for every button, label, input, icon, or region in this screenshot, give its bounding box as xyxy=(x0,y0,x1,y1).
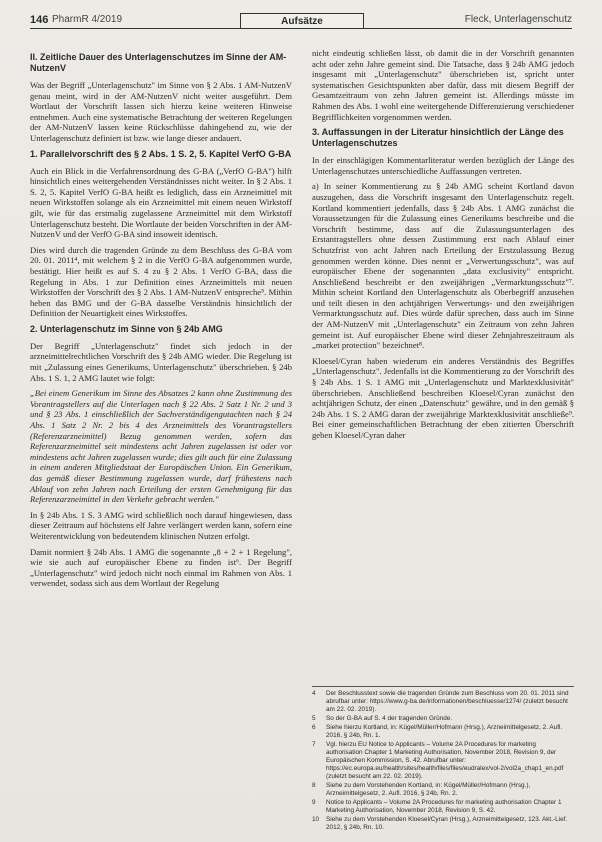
footnote-number: 7 xyxy=(312,741,316,748)
footnote-number: 6 xyxy=(312,724,316,731)
paragraph: a) In seiner Kommentierung zu § 24b AMG scheint Kortland davon auszugehen, dass die Vorschrift insgesamt den Unterlagenschutz regelt. Kortland kommentiert jedenfalls, dass § 24b Abs. 1 AMG zunächst die Voraussetzungen für die Zulassung eines Generikums beschreibe und die Vorschrift bestimme, dass auf die Zulassungsunterlagen des Erstantragstellers ohne dessen Zustimmung erst nach Ablauf einer Schutzfrist von acht Jahren nach Erteilung der Erstzulassung Bezug genommen werden könne. Dies nennt er „Verwertungsschutz", was auf europäischer Ebene der sogenannten „data exclusivity" entspricht. Anschließend beschreibt er den zweijährigen „Vermarktungsschutz"⁷. Mithin scheint Kortland den Unterlagenschutz als Oberbegriff anzusehen und teilt diesen in den achtjährigen Verwertungs- und den zweijährigen Vermarktungsschutz auf. Dies würde dafür sprechen, dass auch im Sinne der AM-NutzenV mit „Unterlagenschutz" ein Zeitraum von zehn Jahren gemeint ist. Auf europäischer Ebene wird dieser Zehnjahreszeitraum als „market protection" bezeichnet⁸. xyxy=(312,181,574,351)
footnote xyxy=(312,715,574,723)
paragraph: nicht eindeutig schließen lässt, ob damit die in der Vorschrift genannten acht oder zehn Jahre gemeint sind. Die Tatsache, dass § 24b AMG jedoch insgesamt mit „Unterlagenschutz" überschrieben ist, spricht unter systematischen Gesichtspunkten aber dafür, dass mit diesem Begriff der Gesamtzeitraum von zehn Jahren gemeint ist. Allerdings müsste im Rahmen des Abs. 1 wohl eine weitergehende Differenzierung verschiedener Begrifflichkeiten vorgenommen werden. xyxy=(312,48,574,122)
footnote-text: Notice to Applicants – Volume 2A Procedures for marketing authorisation Chapter 1 Marketing Authorisation, November 2018, Revision 9, S. 42. xyxy=(326,799,562,814)
footnote-text: Siehe zu dem Vorstehenden Kloesel/Cyran (Hrsg.), Arzneimittelgesetz, 123. Akt.-Lief. 2012, § 24b, Rn. 10. xyxy=(326,816,568,831)
footnote xyxy=(312,741,574,781)
footnote-number: 9 xyxy=(312,799,316,806)
footnote-number: 4 xyxy=(312,690,316,697)
paragraph: In § 24b Abs. 1 S. 3 AMG wird schließlich noch darauf hingewiesen, dass dieser Zeitraum auf höchstens elf Jahre verlängert werden kann, sofern eine Weiterentwicklung von bedeutendem klinischen Nutzen erfolgt. xyxy=(30,509,292,541)
footnote xyxy=(312,724,574,740)
paragraph: In der einschlägigen Kommentarliteratur werden bezüglich der Länge des Unterlagenschutzes unterschiedliche Auffassungen vertreten. xyxy=(312,155,574,176)
left-column xyxy=(30,48,292,594)
right-column xyxy=(312,48,574,446)
subsection-heading: 1. Parallelvorschrift des § 2 Abs. 1 S. 2, 5. Kapitel VerfO G-BA xyxy=(30,148,292,159)
section-heading: II. Zeitliche Dauer des Unterlagenschutzes im Sinne der AM-NutzenV xyxy=(30,52,287,73)
page-number: 146 xyxy=(30,14,49,26)
section-label: Aufsätze xyxy=(240,13,364,29)
footnote-text: Vgl. hierzu EU Notice to Applicants – Volume 2A Procedures for marketing authorisation Chapter 1 Marketing Authorisation, November 2018, Revision 9, der Europäischen Kommission, S. 42. Abrufbar unter: https://ec.europa.eu/health/sites/health/files/files/eudralex/vol-2/vol2a_chap1_en.pdf (zuletzt besucht am 22. 02. 2019). xyxy=(326,741,564,780)
footnote-text: Siehe hierzu Kortland, in: Kügel/Müller/Hofmann (Hrsg.), Arzneimittelgesetz, 2. Aufl. 2016, § 24b, Rn. 1. xyxy=(326,724,563,739)
journal-name: PharmR 4/2019 xyxy=(52,14,123,25)
footnotes xyxy=(312,686,574,833)
paragraph: Auch ein Blick in die Verfahrensordnung des G-BA („VerfO G-BA") hilft hinsichtlich eines weitergehenden Verständnisses nicht weiter. In § 2 Abs. 1 S. 2, 5. Kapitel VerfO G-BA heißt es lediglich, dass ein Arzneimittel mit neuen Wirkstoffen solange als ein Arzneimittel mit einem neuen Wirkstoff gilt, wie für das erstmalig zugelassene Arzneimittel mit dem Wirkstoff Unterlagenschutz besteht. Die Wortlaute der beiden Vorschriften in der AM-NutzenV und der VerfO G-BA sind insoweit identisch. xyxy=(30,165,292,240)
running-title: Fleck, Unterlagenschutz xyxy=(464,14,572,25)
block-quote: „Bei einem Generikum im Sinne des Absatzes 2 kann ohne Zustimmung des Vorantragstellers auf die Unterlagen nach § 22 Abs. 2 Satz 1 Nr. 2 und 3 und § 23 Abs. 1 einschließlich der Sachverständigengutachten nach § 24 Abs. 1 Satz 2 Nr. 2 bis 4 des Arzneimittels des Vorantragstellers (Referenzarzneimittel) Bezug genommen werden, sofern das Referenzarzneimittel seit mindestens acht Jahren zugelassen ist oder vor mindestens acht Jahren zugelassen wurde; dies gilt auch für eine Zulassung in einem anderen Mitgliedstaat der Europäischen Union. Ein Generikum, das gemäß dieser Bestimmung zugelassen wurde, darf frühestens nach Ablauf von zehn Jahren nach Erteilung der ersten Genehmigung für das Referenzarzneimittel in den Verkehr gebracht werden." xyxy=(30,388,292,505)
paragraph: Damit normiert § 24b Abs. 1 AMG die sogenannte „8 + 2 + 1 Regelung", wie sie auch auf europäischer Ebene zu finden ist⁶. Der Begriff „Unterlagenschutz" wird jedoch nicht noch einmal im Rahmen von Abs. 1 verwendet, sodass sich aus dem Wortlaut der Regelung xyxy=(30,546,292,589)
subsection-heading: 2. Unterlagenschutz im Sinne von § 24b AMG xyxy=(30,323,223,334)
paragraph: Was der Begriff „Unterlagenschutz" im Sinne von § 2 Abs. 1 AM-NutzenV genau meint, wird in der AM-NutzenV nicht weiter ausgeführt. Dem Wortlaut der Vorschrift lassen sich hierzu keine weiteren Hinweise entnehmen. Auch eine systematische Betrachtung der weiteren Regelungen der AM-NutzenV lassen keine Rückschlüsse dahingehend zu, wie der Unterlagenschutz definiert ist bzw. wie lange dieser andauert. xyxy=(30,80,292,143)
footnote-text: Siehe zu dem Vorstehenden Kortland, in: Kügel/Müller/Hofmann (Hrsg.), Arzneimittelgesetz, 2. Aufl. 2016, § 24b, Rn. 2. xyxy=(326,782,531,797)
subsection-heading: 3. Auffassungen in der Literatur hinsichtlich der Länge des Unterlagenschutzes xyxy=(312,127,564,149)
paragraph: Der Begriff „Unterlagenschutz" findet sich jedoch in der arzneimittelrechtlichen Vorschrift des § 24b AMG wieder. Die Regelung ist mit „Zulassung eines Generikums, Unterlagenschutz" überschrieben. § 24b Abs. 1 S. 1, 2 AMG lautet wie folgt: xyxy=(30,340,292,383)
footnote-number: 10 xyxy=(312,816,320,823)
footnote-number: 8 xyxy=(312,782,316,789)
footnote xyxy=(312,816,574,832)
paragraph: Dies wird durch die tragenden Gründe zu dem Beschluss des G-BA vom 20. 01. 2011⁴, mit welchem § 2 in die VerfO G-BA aufgenommen wurde, bestätigt. Hier heißt es auf S. 4 zu § 2 Abs. 1 VerfO G-BA, dass die Regelung in Abs. 1 zur Definition eines Arzneimittels mit neuen Wirkstoffen der Vorschrift des § 2 Abs. 1 AM-NutzenV entspreche⁵. Mithin heben das BMG und der G-BA dasselbe Verständnis hinsichtlich der Definition der Neuartigkeit eines Wirkstoffes. xyxy=(30,244,292,319)
footnote-text: So der G-BA auf S. 4 der tragenden Gründe. xyxy=(326,715,453,722)
paragraph: Kloesel/Cyran haben wiederum ein anderes Verständnis des Begriffes „Unterlagenschutz". Jedenfalls ist die Kommentierung zu der Vorschrift des § 24b Abs. 1 S. 1 AMG mit „Unterlagenschutz und Marktexklusivität" überschrieben. Anschließend beschreiben Kloesel/Cyran zunächst den achtjährigen Schutz, der einen „Datenschutz" gewähre, und in den gemäß § 24b Abs. 1 S. 2 AMG daran der zweijährige Marktexklusivität anschließe⁹. Bei einer gemeinschaftlichen Betrachtung der eben zitierten Überschrift geben Kloesel/Cyran daher xyxy=(312,355,574,440)
footnote xyxy=(312,782,574,798)
header-rule xyxy=(30,28,572,29)
footnote xyxy=(312,799,574,815)
footnote-number: 5 xyxy=(312,715,316,722)
footnote xyxy=(312,690,574,714)
page-header xyxy=(0,0,602,34)
footnote-text: Der Beschlusstext sowie die tragenden Gründe zum Beschluss vom 20. 01. 2011 sind abrufbar unter: https://www.g-ba.de/informationen/beschluesse/1274/ (zuletzt besucht am 22. 02. 2019). xyxy=(326,690,569,713)
